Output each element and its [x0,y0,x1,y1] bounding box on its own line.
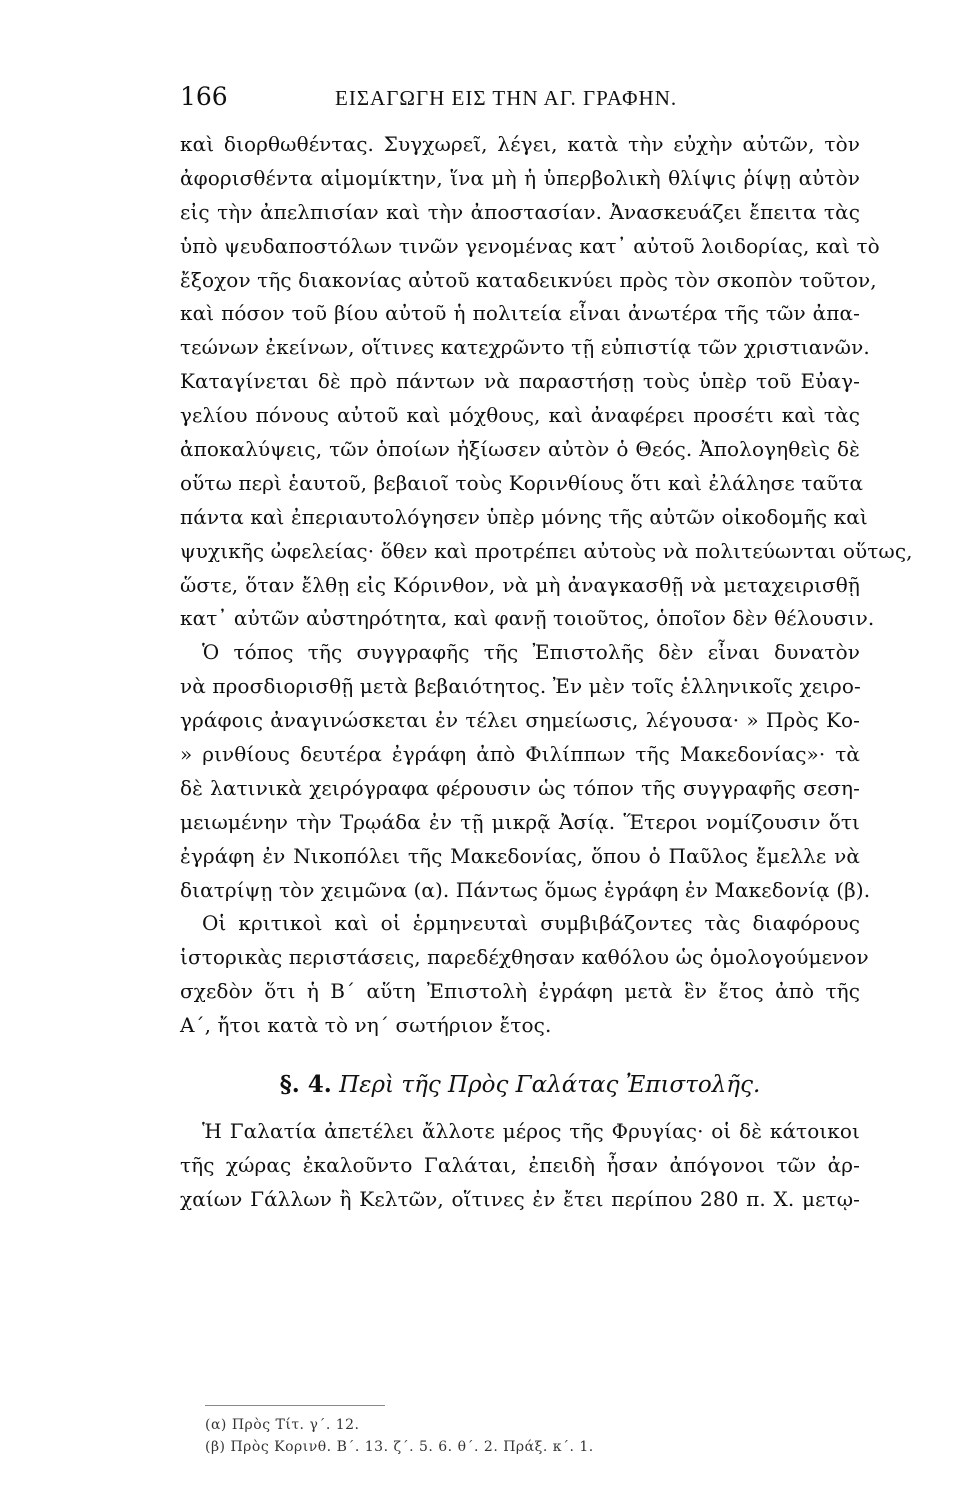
text-line: Καταγίνεται δὲ πρὸ πάντων νὰ παραστήσῃ τοὺς ὑπὲρ τοῦ Εὐαγ- [180,369,860,394]
text-line: ἀφορισθέντα αἱμομίκτην, ἵνα μὴ ἡ ὑπερβολικὴ θλίψις ῥίψῃ αὐτὸν [180,165,860,190]
footnote-divider [205,1405,385,1406]
text-line: ὥστε, ὅταν ἔλθῃ εἰς Κόρινθον, νὰ μὴ ἀναγκασθῇ νὰ μεταχειρισθῇ [180,572,860,597]
text-line: ἀποκαλύψεις, τῶν ὁποίων ἠξίωσεν αὐτὸν ὁ Θεός. Ἀπολογηθεὶς δὲ [180,437,860,462]
paragraph [180,1115,860,1217]
text-line: γελίου πόνους αὐτοῦ καὶ μόχθους, καὶ ἀναφέρει προσέτι καὶ τὰς [180,403,860,428]
text-line: » ρινθίους δευτέρα ἐγράφη ἀπὸ Φιλίππων τῆς Μακεδονίας»· τὰ [180,742,860,767]
footnotes [205,1414,705,1458]
text-line: διατρίψῃ τὸν χειμῶνα (α). Πάντως ὅμως ἐγράφη ἐν Μακεδονίᾳ (β). [180,877,871,902]
text-line: καὶ πόσον τοῦ βίου αὐτοῦ ἡ πολιτεία εἶναι ἀνωτέρα τῆς τῶν ἀπα- [180,301,860,326]
text-line: ἐγράφη ἐν Νικοπόλει τῆς Μακεδονίας, ὅπου ὁ Παῦλος ἔμελλε νὰ [180,843,860,868]
text-line: τῆς χώρας ἐκαλοῦντο Γαλάται, ἐπειδὴ ἦσαν ἀπόγονοι τῶν ἀρ- [180,1152,860,1177]
paragraph [180,636,871,907]
text-line: δὲ λατινικὰ χειρόγραφα φέρουσιν ὡς τόπον τῆς συγγραφῆς σεση- [180,775,860,800]
text-line: ἔξοχον τῆς διακονίας αὐτοῦ καταδεικνύει πρὸς τὸν σκοπὸν τοῦτον, [180,267,877,292]
running-head: ΕΙΣΑΓΩΓΗ ΕΙΣ ΤΗΝ ΑΓ. ΓΡΑΦΗΝ. [335,86,678,110]
paragraph [180,907,869,1043]
footnote-a: (α) Πρὸς Τίτ. γ´. 12. [205,1417,360,1433]
text-line: ὑπὸ ψευδαποστόλων τινῶν γενομένας κατ᾽ αὐτοῦ λοιδορίας, καὶ τὸ [180,233,880,258]
footnote-b: (β) Πρὸς Κορινθ. Β´. 13. ζ´. 5. 6. θ´. 2. Πράξ. κ´. 1. [205,1439,594,1455]
text-line: Ἡ Γαλατία ἀπετέλει ἄλλοτε μέρος τῆς Φρυγίας· οἱ δὲ κάτοικοι [202,1119,860,1144]
text-line: σχεδὸν ὅτι ἡ Β´ αὕτη Ἐπιστολὴ ἐγράφη μετὰ ἓν ἔτος ἀπὸ τῆς [180,979,860,1004]
text-line: τεώνων ἐκείνων, οἵτινες κατεχρῶντο τῇ εὐπιστίᾳ τῶν χριστιανῶν. [180,335,870,360]
text-line: μειωμένην τὴν Τρῳάδα ἐν τῇ μικρᾷ Ἀσίᾳ. Ἕτεροι νομίζουσιν ὅτι [180,809,860,834]
body-text [180,128,913,1217]
paragraph [180,128,913,636]
text-line: πάντα καὶ ἐπεριαυτολόγησεν ὑπὲρ μόνης τῆς αὐτῶν οἰκοδομῆς καὶ [180,504,868,529]
text-line: Α´, ἤτοι κατὰ τὸ νη´ σωτήριον ἔτος. [180,1013,552,1038]
text-line: νὰ προσδιορισθῇ μετὰ βεβαιότητος. Ἐν μὲν τοῖς ἑλληνικοῖς χειρο- [180,674,861,699]
text-line: χαίων Γάλλων ἢ Κελτῶν, οἵτινες ἐν ἔτει περίπου 280 π. Χ. μετῳ- [180,1186,860,1211]
page-header [180,82,860,122]
section-title: Περὶ τῆς Πρὸς Γαλάτας Ἐπιστολῆς. [339,1072,761,1099]
text-line: Οἱ κριτικοὶ καὶ οἱ ἑρμηνευταὶ συμβιβάζοντες τὰς διαφόρους [202,911,860,936]
text-line: εἰς τὴν ἀπελπισίαν καὶ τὴν ἀποστασίαν. Ἀνασκευάζει ἔπειτα τὰς [180,199,860,224]
text-line: κατ᾽ αὐτῶν αὐστηρότητα, καὶ φανῇ τοιοῦτος, ὁποῖον δὲν θέλουσιν. [180,606,875,631]
text-line: καὶ διορθωθέντας. Συγχωρεῖ, λέγει, κατὰ τὴν εὐχὴν αὐτῶν, τὸν [180,132,860,156]
section-number: §. 4. [279,1071,332,1099]
section-heading [180,1043,860,1115]
text-line: γράφοις ἀναγινώσκεται ἐν τέλει σημείωσις, λέγουσα· » Πρὸς Κο- [180,708,860,733]
text-line: οὕτω περὶ ἑαυτοῦ, βεβαιοῖ τοὺς Κορινθίους ὅτι καὶ ἐλάλησε ταῦτα [180,470,864,495]
page-number: 166 [180,82,228,111]
text-line: ψυχικῆς ὠφελείας· ὅθεν καὶ προτρέπει αὐτοὺς νὰ πολιτεύωνται οὕτως, [180,538,913,563]
text-line: ἱστορικὰς περιστάσεις, παρεδέχθησαν καθόλου ὡς ὁμολογούμενον [180,945,869,970]
text-line: Ὁ τόπος τῆς συγγραφῆς τῆς Ἐπιστολῆς δὲν εἶναι δυνατὸν [202,640,860,665]
